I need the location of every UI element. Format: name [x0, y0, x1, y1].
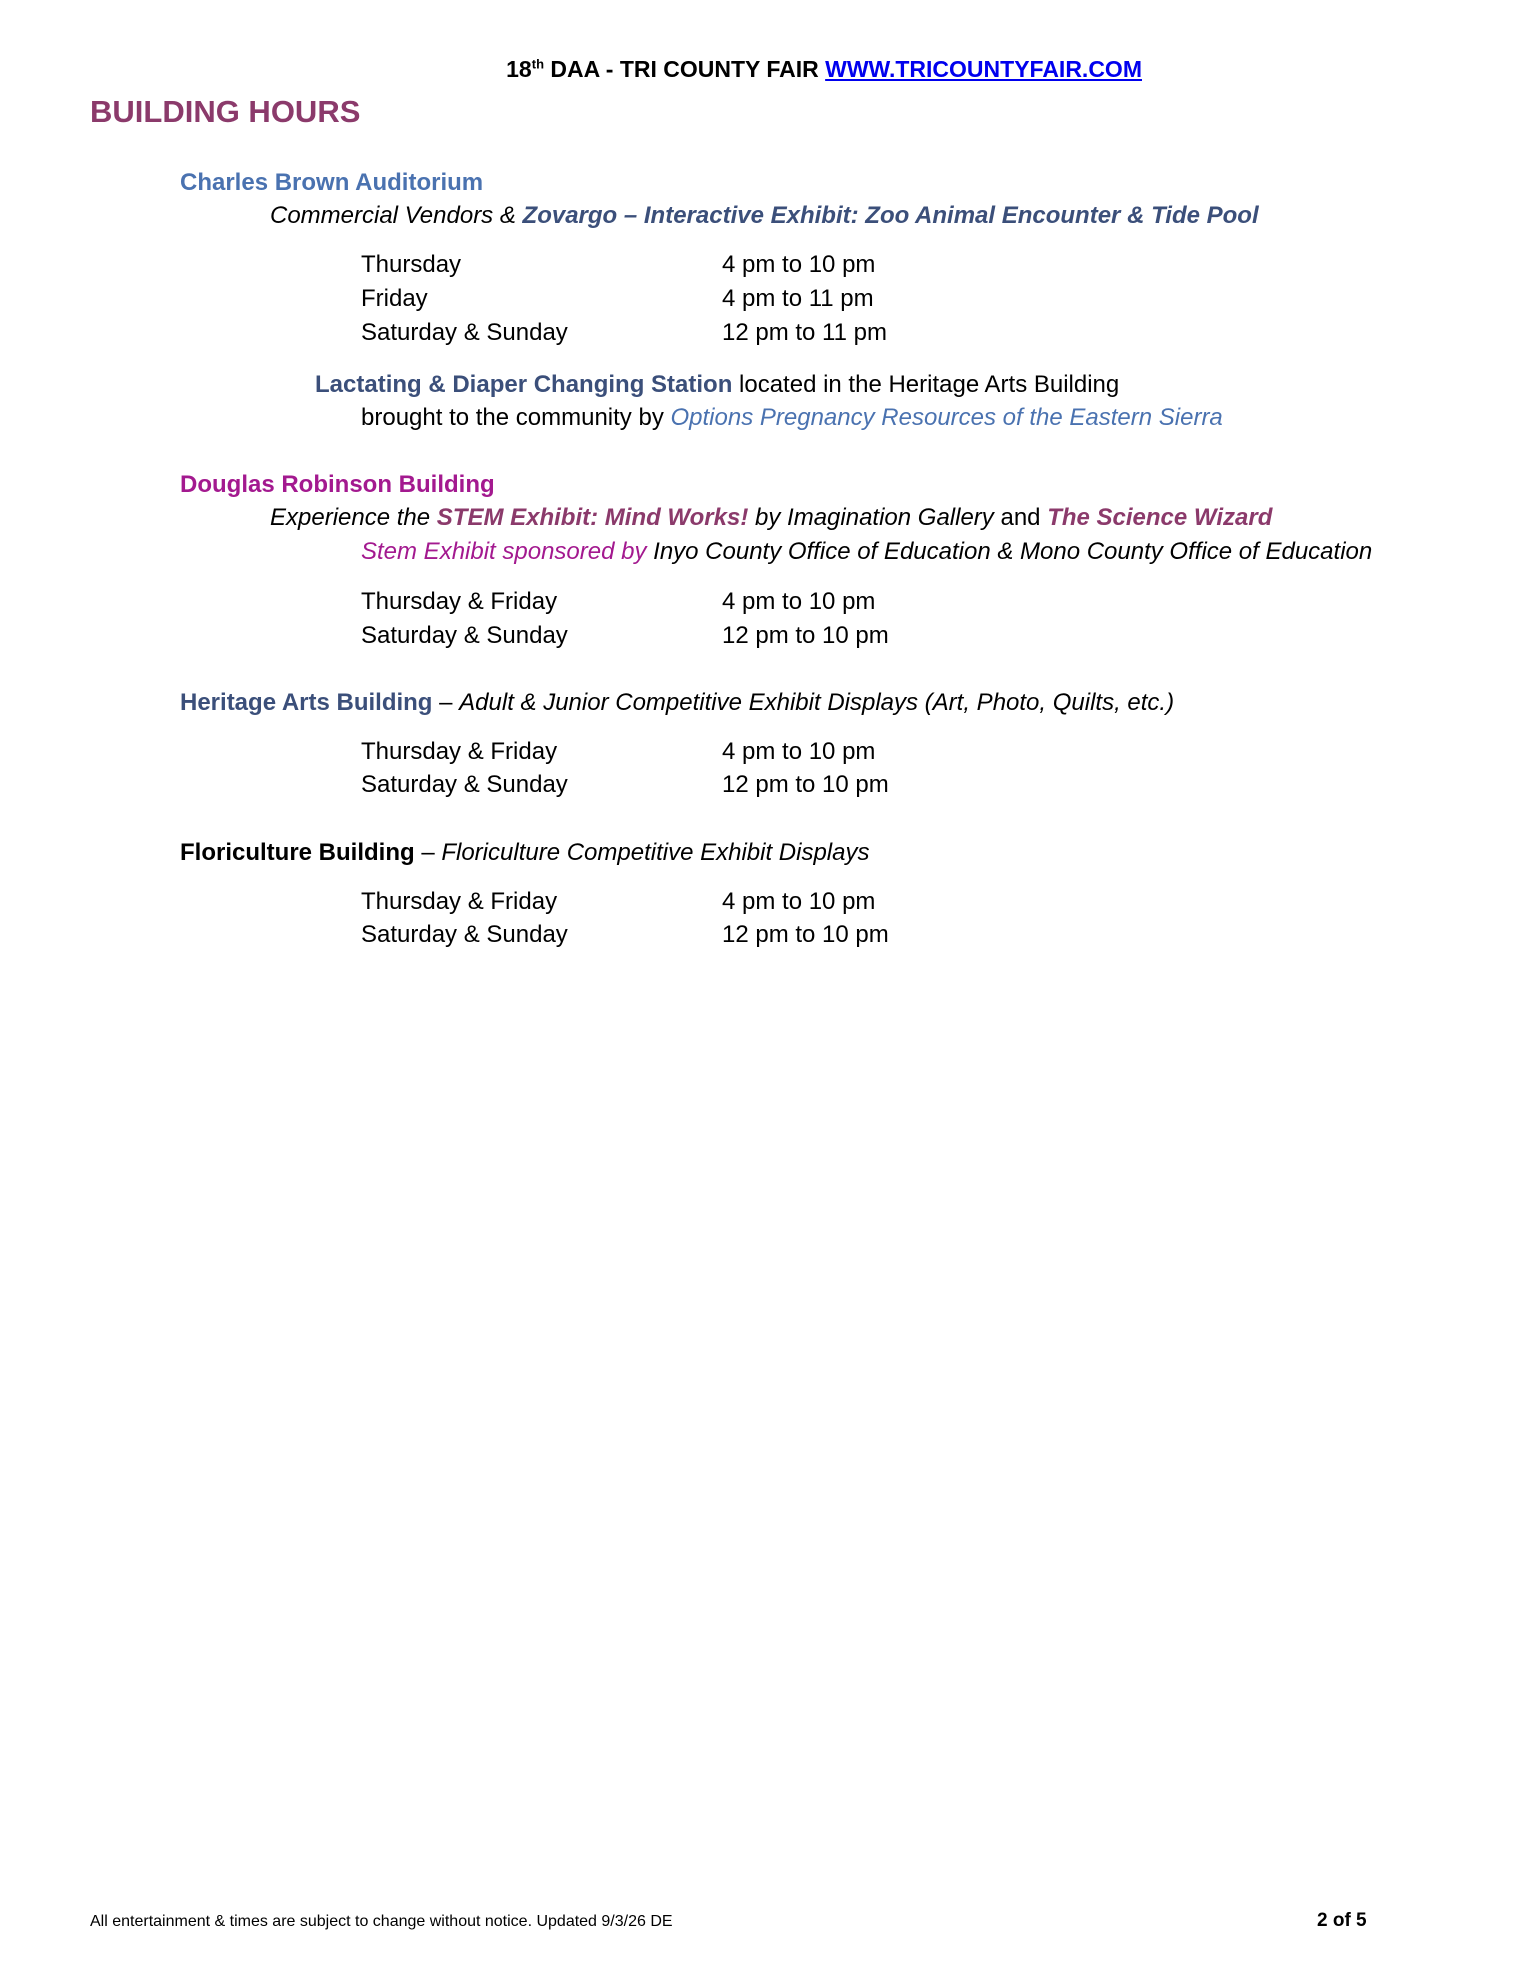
hours-day: Saturday & Sunday	[361, 622, 568, 649]
imagination-gallery: by Imagination Gallery	[748, 504, 994, 531]
hours-time: 4 pm to 10 pm	[722, 888, 876, 915]
floriculture-heading: Floriculture Building	[180, 839, 415, 866]
stem-exhibit: STEM Exhibit: Mind Works!	[436, 504, 749, 531]
charles-brown-desc-prefix: Commercial Vendors &	[270, 202, 523, 229]
heritage-arts-description: Adult & Junior Competitive Exhibit Displays (Art, Photo, Quilts, etc.)	[459, 689, 1175, 716]
hours-time: 12 pm to 10 pm	[722, 921, 889, 948]
hours-time: 12 pm to 10 pm	[722, 771, 889, 798]
header-superscript: th	[531, 56, 545, 72]
hours-time: 4 pm to 10 pm	[722, 251, 876, 278]
header-prefix: 18	[506, 56, 532, 82]
heritage-arts-line	[180, 689, 1174, 717]
hours-day: Thursday & Friday	[361, 888, 558, 915]
website-link[interactable]: WWW.TRICOUNTYFAIR.COM	[825, 56, 1142, 82]
stem-sponsored-label: Stem Exhibit sponsored by	[361, 538, 647, 565]
lactating-station	[315, 371, 1119, 399]
page-title: BUILDING HOURS	[90, 94, 361, 129]
hours-time: 12 pm to 11 pm	[722, 319, 887, 346]
zovargo-exhibit: Zovargo – Interactive Exhibit: Zoo Animal Encounter & Tide Pool	[522, 202, 1259, 229]
lactating-location: located in the Heritage Arts Building	[732, 371, 1120, 398]
floriculture-line	[180, 839, 870, 867]
science-wizard: The Science Wizard	[1047, 504, 1273, 531]
page-header	[506, 56, 1142, 83]
hours-time: 4 pm to 10 pm	[722, 588, 876, 615]
hours-time: 4 pm to 11 pm	[722, 285, 874, 312]
stem-sponsor-line	[361, 538, 1372, 566]
footer-disclaimer: All entertainment & times are subject to change without notice. Updated 9/3/26 DE	[90, 1913, 673, 1930]
page-number: 2 of 5	[1317, 1910, 1367, 1931]
heritage-arts-dash: –	[432, 689, 460, 716]
hours-day: Saturday & Sunday	[361, 921, 568, 948]
hours-day: Thursday & Friday	[361, 588, 558, 615]
experience-label: Experience the	[270, 504, 437, 531]
floriculture-description: Floriculture Competitive Exhibit Displays	[441, 839, 870, 866]
header-title: DAA - TRI COUNTY FAIR	[544, 56, 826, 82]
douglas-robinson-heading: Douglas Robinson Building	[180, 471, 495, 498]
brought-by-label: brought to the community by	[361, 404, 671, 431]
charles-brown-description	[270, 202, 1259, 230]
hours-time: 4 pm to 10 pm	[722, 738, 876, 765]
hours-time: 12 pm to 10 pm	[722, 622, 889, 649]
hours-day: Saturday & Sunday	[361, 771, 568, 798]
charles-brown-heading: Charles Brown Auditorium	[180, 169, 484, 196]
hours-day: Thursday	[361, 251, 462, 278]
hours-day: Thursday & Friday	[361, 738, 558, 765]
douglas-robinson-description	[270, 504, 1272, 532]
lactating-station-name: Lactating & Diaper Changing Station	[315, 371, 733, 398]
lactating-sponsor-line	[361, 404, 1223, 432]
hours-day: Friday	[361, 285, 428, 312]
heritage-arts-heading: Heritage Arts Building	[180, 689, 433, 716]
stem-sponsors: Inyo County Office of Education & Mono County Office of Education	[646, 538, 1373, 565]
and-label: and	[993, 504, 1048, 531]
options-pregnancy-sponsor: Options Pregnancy Resources of the Eastern Sierra	[670, 404, 1223, 431]
floriculture-dash: –	[414, 839, 442, 866]
hours-day: Saturday & Sunday	[361, 319, 568, 346]
